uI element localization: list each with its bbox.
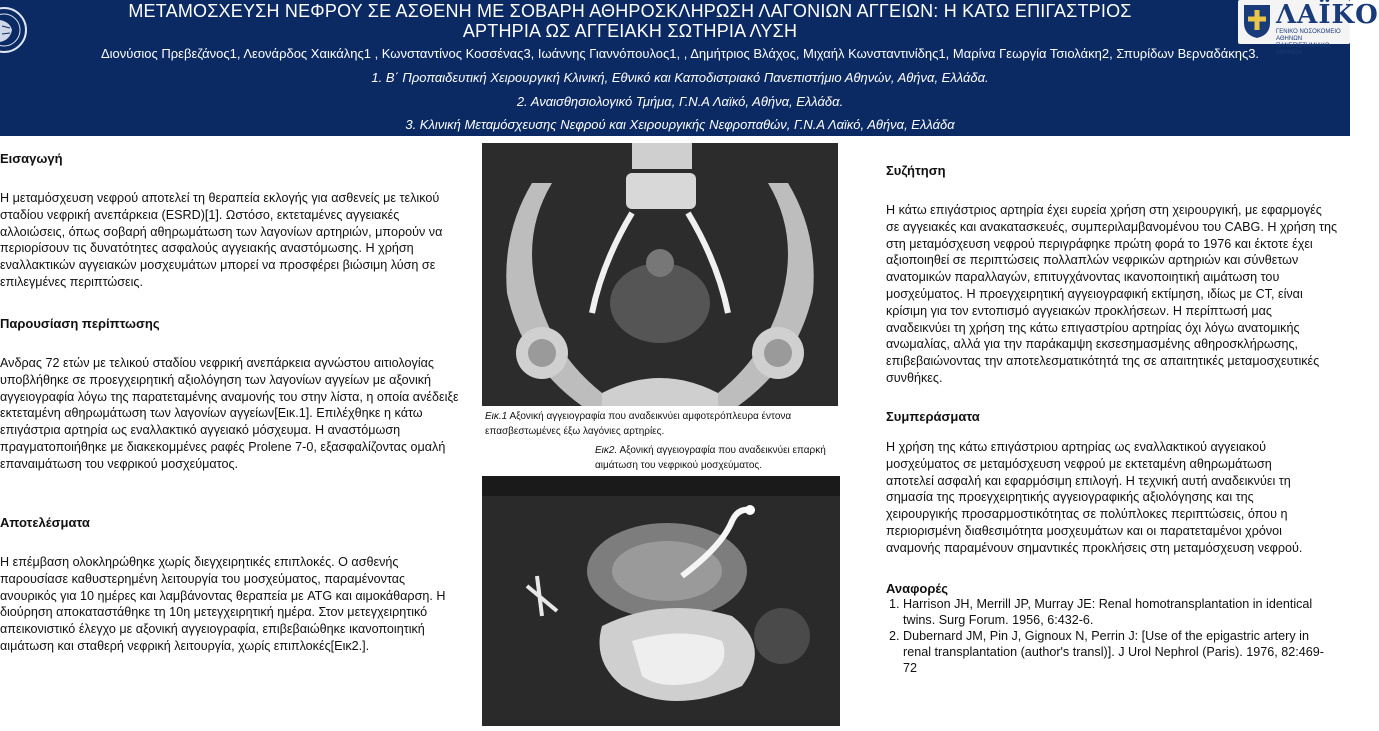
logo-brand-text: ΛΑΪΚΟ <box>1276 0 1379 30</box>
laiko-hospital-logo <box>1238 0 1379 56</box>
references-list <box>886 596 1336 676</box>
reference-item: 1. Harrison JH, Merrill JP, Murray JE: Renal homotransplantation in identical twins. Surg Forum. 1956, 6:432-6. <box>903 596 1336 628</box>
figure-1-ct-pelvis-image <box>482 143 838 406</box>
figure-2-label: Εικ2. <box>595 445 618 456</box>
logo-subtext: ΓΕΝΙΚΟ ΝΟΣΟΚΟΜΕΙΟ ΑΘΗΝΩΝ ΠΑΝΕΠΙΣΤΗΜΙΑΚΟ ΑΘΗΝΩΝ <box>1276 29 1341 56</box>
conclusions-heading: Συμπεράσματα <box>886 409 980 424</box>
figure-2-caption-text: Αξονική αγγειογραφία που αναδεικνύει επαρκή αιμάτωση του νεφρικού μοσχεύματος. <box>595 445 826 471</box>
figure-2-caption <box>595 443 850 473</box>
intro-paragraph: Η μεταμόσχευση νεφρού αποτελεί τη θεραπεία εκλογής για ασθενείς με τελικού σταδίου νεφρική ανεπάρκεια (ESRD)[1]. Ωστόσο, εκτεταμένες αγγειακές αλλοιώσεις, όπως σοβαρή αθηρωμάτωση των λαγονίων αρτηριών, μπορούν να περιορίσουν τις δυνατότητες ασφαλούς αγγειακής αναστόμωσης. Η χρήση εναλλακτικών αγγειακών μοσχευμάτων μπορεί να προσφέρει βιώσιμη λύση σε επιλεγμένες περιπτώσεις. <box>0 191 443 289</box>
case-paragraph: Ανδρας 72 ετών με τελικού σταδίου νεφρική ανεπάρκεια αγνώστου αιτιολογίας υποβλήθηκε σε προεγχειρητική αξιολόγηση των λαγονίων αγγείων με αξονική αγγειογραφία λόγω της παρατεταμένης αναμονής του στην λίστα, η οποία ανέδειξε εκτεταμένη αθηρωμάτωση των λαγονίων αγγείων[Εικ.1]. Επιλέχθηκε η κάτω επιγάστρια αρτηρία ως εναλλακτικό αγγειακό μόσχευμα. Η αναστόμωση πραγματοποιήθηκε με διακεκομμένες ραφές Prolene 7-0, εξασφαλίζοντας ομαλή επαναιμάτωση του νεφρικού μοσχεύματος. <box>0 356 459 471</box>
shield-cross-icon <box>1242 3 1272 39</box>
case-heading: Παρουσίαση περίπτωσης <box>0 316 160 331</box>
affiliation-2: 2. Αναισθησιολογικό Τμήμα, Γ.Ν.Α Λαϊκό, Αθήνα, Ελλάδα. <box>516 94 844 109</box>
university-seal-logo <box>0 0 28 60</box>
results-paragraph: Η επέμβαση ολοκληρώθηκε χωρίς διεγχειρητικές επιπλοκές. Ο ασθενής παρουσίασε καθυστερημένη λειτουργία του μοσχεύματος, παραμένοντας ανουρικός για 10 ημέρες και λαμβάνοντας θεραπεία με ATG και αιμοκάθαρση. Η διούρηση αποκαταστάθηκε τη 10η μετεγχειρητική ημέρα. Στον μετεγχειρητικό απεικονιστικό έλεγχο με αξονική αγγειογραφία, επιβεβαιώθηκε ικανοποιητική αιμάτωση και σταθερή νεφρική λειτουργία, χωρίς επιπλοκές[Εικ2.]. <box>0 555 446 653</box>
references-heading: Αναφορές <box>886 581 949 596</box>
poster-header <box>0 0 1379 136</box>
intro-heading: Εισαγωγή <box>0 151 63 166</box>
results-heading: Αποτελέσματα <box>0 515 90 530</box>
affiliation-3: 3. Κλινική Μεταμόσχευσης Νεφρού και Χειρουργικής Νεφροπαθών, Γ.Ν.Α Λαϊκό, Αθήνα, Ελλάδα <box>405 117 955 132</box>
reference-item: 2. Dubernard JM, Pin J, Gignoux N, Perrin J: [Use of the epigastric artery in renal transplantation (author's transl)]. J Urol Nephrol (Paris). 1976, 82:469-72 <box>903 628 1336 676</box>
figure-1-caption <box>485 409 835 439</box>
poster-title: ΜΕΤΑΜΟΣΧΕΥΣΗ ΝΕΦΡΟΥ ΣΕ ΑΣΘΕΝΗ ΜΕ ΣΟΒΑΡΗ ΑΘΗΡΟΣΚΛΗΡΩΣΗ ΛΑΓΟΝΙΩΝ ΑΓΓΕΙΩΝ: Η ΚΑΤΩ ΕΠΙΓΑΣΤΡΙΟΣ ΑΡΤΗΡΙΑ ΩΣ ΑΓΓΕΙΑΚΗ ΣΩΤΗΡΙΑ ΛΥΣΗ <box>128 1 1132 41</box>
discussion-heading: Συζήτηση <box>886 163 946 178</box>
figure-1-label: Εικ.1 <box>485 411 508 422</box>
authors-line: Διονύσιος Πρεβεζάνος1, Λεονάρδος Χαικάλης1 , Κωνσταντίνος Κοσσένας3, Ιωάννης Γιαννόπουλος1, , Δημήτριος Βλάχος, Μιχαήλ Κωνσταντινίδης1, Μαρίνα Γεωργία Τσιολάκη2, Σπυρίδων Βερναδάκης3. <box>100 46 1260 61</box>
conclusions-paragraph: Η χρήση της κάτω επιγάστριου αρτηρίας ως εναλλακτικού αγγειακού μοσχεύματος σε μεταμόσχευση νεφρού με εκτεταμένη αθηρωμάτωση αποτελεί ασφαλή και εφαρμόσιμη επιλογή. Η τεχνική αυτή αναδεικνύει τη σημασία της προεγχειρητικής αγγειογραφικής αξιολόγησης και της χειρουργικής προσαρμοστικότητας σε πολύπλοκες περιπτώσεις, όπου η περιορισμένη διαθεσιμότητα μοσχευμάτων και οι παρατεταμένοι χρόνοι αναμονής παραμένουν σημαντικές προκλήσεις στη μεταμόσχευση νεφρού. <box>886 440 1303 555</box>
discussion-paragraph: Η κάτω επιγάστριος αρτηρία έχει ευρεία χρήση στη χειρουργική, με εφαρμογές σε αγγειακές και ανακατασκευές, συμπεριλαμβανομένου του CABG. Η χρήση της στη μεταμόσχευση νεφρού περιγράφηκε πρώτη φορά το 1976 και έκτοτε έχει αξιοποιηθεί σε περιπτώσεις πολλαπλών νεφρικών αρτηριών και σύνθετων ανατομικών παραλλαγών, επιτυγχάνοντας ικανοποιητική αιμάτωση του μοσχεύματος. Η προεγχειρητική αγγειογραφική εκτίμηση, ιδίως με CT, είναι κρίσιμη για τον εντοπισμό αγγειακών προκλήσεων. Η περίπτωσή μας αναδεικνύει τη χρήση της κάτω επιγαστρίου αρτηρίας όχι λόγω ανατομικής ανωμαλίας, αλλά για την παράκαμψη εκσεσημασμένης αθηροσκλήρωσης, επιβεβαιώνοντας την αποτελεσματικότητά της σε απαιτητικές μεταμοσχευτικές συνθήκες. <box>886 203 1338 385</box>
figure-2-ct-kidney-graft-image <box>482 476 840 726</box>
affiliation-1: 1. Β΄ Προπαιδευτική Χειρουργική Κλινική, Εθνικό και Καποδιστριακό Πανεπιστήμιο Αθηνών, Αθήνα, Ελλάδα. <box>371 70 989 85</box>
figure-1-caption-text: Αξονική αγγειογραφία που αναδεικνύει αμφοτερόπλευρα έντονα επασβεστωμένες έξω λαγόνιες αρτηρίες. <box>485 411 792 437</box>
